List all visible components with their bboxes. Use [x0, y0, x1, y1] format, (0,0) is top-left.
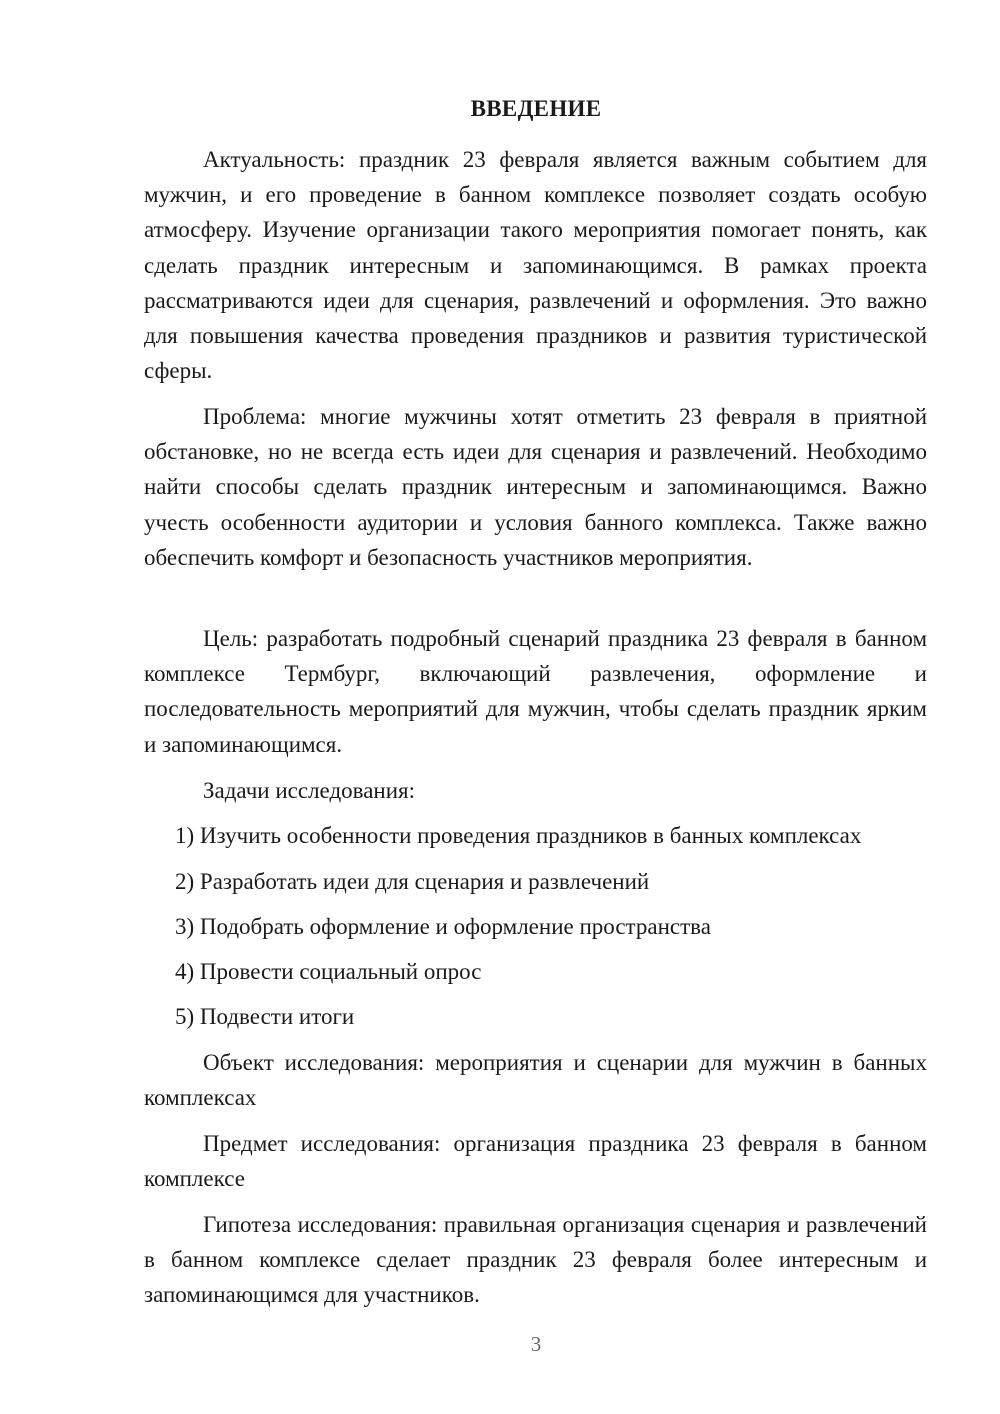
task-item: 2) Разработать идеи для сценария и развлечений [175, 869, 650, 894]
hypothesis-paragraph: Гипотеза исследования: правильная организация сценария и развлечений в банном комплексе сделает праздник 23 февраля более интересным и запоминающимся для участников. [144, 1212, 927, 1308]
relevance-paragraph: Актуальность: праздник 23 февраля является важным событием для мужчин, и его проведение в банном комплексе позволяет создать особую атмосферу. Изучение организации такого мероприятия помогает понять, как сделать праздник интересным и запоминающимся. В рамках проекта рассматриваются идеи для сценария, развлечений и оформления. Это важно для повышения качества проведения праздников и развития туристической сферы. [144, 147, 927, 384]
object-paragraph: Объект исследования: мероприятия и сценарии для мужчин в банных комплексах [144, 1050, 927, 1111]
page-number: 3 [530, 1332, 542, 1356]
problem-paragraph: Проблема: многие мужчины хотят отметить 23 февраля в приятной обстановке, но не всегда есть идеи для сценария и развлечений. Необходимо найти способы сделать праздник интересным и запоминающимся. Важно учесть особенности аудитории и условия банного комплекса. Также важно обеспечить комфорт и безопасность участников мероприятия. [144, 404, 927, 570]
task-item: 1) Изучить особенности проведения праздников в банных комплексах [175, 823, 862, 848]
goal-paragraph: Цель: разработать подробный сценарий праздника 23 февраля в банном комплексе Термбург, включающий развлечения, оформление и последовательность мероприятий для мужчин, чтобы сделать праздник ярким и запоминающимся. [144, 626, 927, 757]
task-item: 5) Подвести итоги [175, 1004, 355, 1029]
tasks-heading: Задачи исследования: [203, 778, 416, 803]
subject-paragraph: Предмет исследования: организация праздника 23 февраля в банном комплексе [144, 1131, 927, 1192]
page-title: ВВЕДЕНИЕ [470, 96, 602, 121]
task-item: 3) Подобрать оформление и оформление пространства [175, 914, 711, 939]
task-item: 4) Провести социальный опрос [175, 959, 482, 984]
